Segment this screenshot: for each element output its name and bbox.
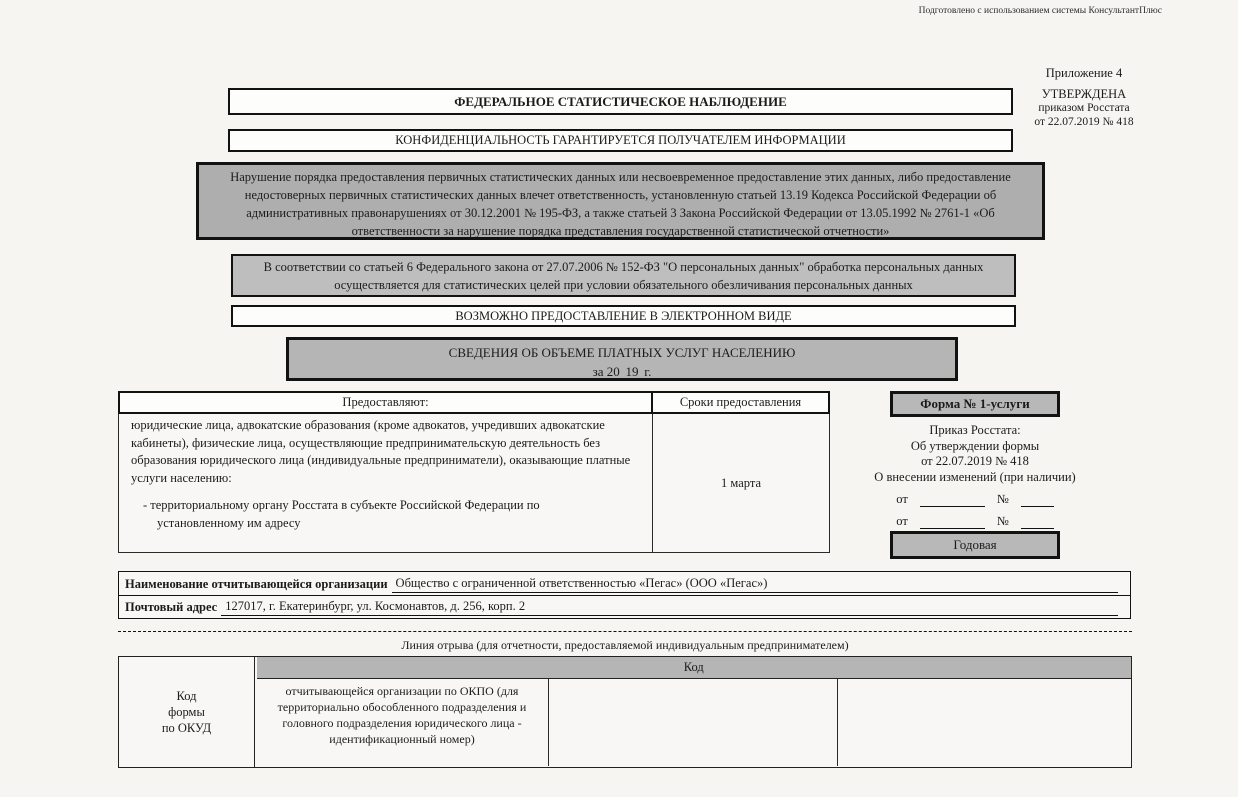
- year-value-field[interactable]: 19: [623, 365, 641, 379]
- postal-address-row: [119, 595, 1130, 618]
- form-number-box: Форма № 1-услуги: [890, 391, 1060, 417]
- violation-notice: Нарушение порядка предоставления первичных статистических данных или несвоевременное предоставление этих данных, либо предоставление недостоверных первичных статистических данных влечет ответственность, установленную статьей 13.19 Кодекса Российской Федерации об административных правонарушениях от 30.12.2001 № 195-ФЗ, а также статьей 3 Закона Российской Федерации от 13.05.1992 № 2761-1 «Об ответственности за нарушение порядка представления государственной статистической отчетности»: [196, 162, 1045, 240]
- postal-address-label: Почтовый адрес: [125, 600, 218, 614]
- form-title-box: [286, 337, 958, 381]
- appendix-block: [1005, 66, 1163, 129]
- amendment-row-1: [858, 492, 1092, 507]
- providers-column-header: Предоставляют:: [120, 393, 653, 412]
- year-prefix: за 20: [592, 364, 620, 379]
- appendix-order-date: от 22.07.2019 № 418: [1034, 116, 1134, 128]
- ot-label: от: [896, 513, 908, 528]
- appendix-order-by: приказом Росстата: [1038, 102, 1130, 114]
- amendment-row-2: [858, 514, 1092, 529]
- order-title: Приказ Росстата:: [929, 423, 1021, 437]
- providers-table: [118, 391, 830, 553]
- okud-form-code-header: Код формы по ОКУД: [119, 657, 255, 767]
- amendment-date-field-2[interactable]: [920, 516, 985, 529]
- providers-table-body: [118, 414, 830, 553]
- tear-off-label: Линия отрыва (для отчетности, предоставляемой индивидуальным предпринимателем): [401, 638, 849, 652]
- recipient-bullet: - территориальному органу Росстата в субъекте Российской Федерации по установленному им адресу: [143, 498, 540, 530]
- amendment-date-field-1[interactable]: [920, 494, 985, 507]
- postal-address-field[interactable]: 127017, г. Екатеринбург, ул. Космонавтов, д. 256, корп. 2: [221, 598, 1118, 616]
- tear-off-dashed-line: [118, 631, 1132, 632]
- organization-box: [118, 571, 1131, 619]
- consultantplus-note: Подготовлено с использованием системы КонсультантПлюс: [918, 6, 1162, 16]
- electronic-submission-banner: ВОЗМОЖНО ПРЕДОСТАВЛЕНИЕ В ЭЛЕКТРОННОМ ВИДЕ: [231, 305, 1016, 327]
- organization-name-label: Наименование отчитывающейся организации: [125, 577, 388, 591]
- federal-observation-title: ФЕДЕРАЛЬНОЕ СТАТИСТИЧЕСКОЕ НАБЛЮДЕНИЕ: [228, 88, 1013, 115]
- organization-name-field[interactable]: Общество с ограниченной ответственностью «Пегас» (ООО «Пегас»): [392, 575, 1118, 593]
- confidentiality-banner: КОНФИДЕНЦИАЛЬНОСТЬ ГАРАНТИРУЕТСЯ ПОЛУЧАТЕЛЕМ ИНФОРМАЦИИ: [228, 129, 1013, 152]
- code-table-cells: [257, 679, 1132, 766]
- providers-table-header: [118, 391, 830, 414]
- deadline-column-header: Сроки предоставления: [679, 395, 802, 409]
- order-amendments: О внесении изменений (при наличии): [874, 469, 1076, 484]
- periodicity-box: Годовая: [890, 531, 1060, 559]
- appendix-approved: УТВЕРЖДЕНА: [1041, 87, 1127, 101]
- code-table-right: [257, 657, 1132, 767]
- ot-label: от: [896, 491, 908, 506]
- no-label: №: [996, 491, 1009, 506]
- personal-data-notice: В соответствии со статьей 6 Федерального закона от 27.07.2006 № 152-ФЗ "О персональных данных" обработка персональных данных осуществляется для статистических целей при условии обязательного обезличивания персональных данных: [231, 254, 1016, 297]
- okpo-description-cell: отчитывающейся организации по ОКПО (для территориально обособленного подразделения и головного подразделения юридического лица - идентификационный номер): [257, 679, 549, 766]
- no-label: №: [996, 513, 1009, 528]
- code-table: [118, 656, 1132, 768]
- providers-cell: [119, 414, 653, 552]
- order-date: от 22.07.2019 № 418: [921, 454, 1029, 468]
- report-year-line: [289, 363, 955, 381]
- form-title-line: СВЕДЕНИЯ ОБ ОБЪЕМЕ ПЛАТНЫХ УСЛУГ НАСЕЛЕНИЮ: [448, 345, 796, 360]
- order-approval: Об утверждении формы: [910, 438, 1040, 453]
- year-suffix: г.: [644, 364, 652, 379]
- organization-name-row: [119, 572, 1130, 595]
- okpo-code-cell[interactable]: [549, 679, 838, 766]
- extra-code-cell[interactable]: [838, 679, 1132, 766]
- amendment-number-field-2[interactable]: [1021, 516, 1054, 529]
- rosstat-order-block: [858, 423, 1092, 529]
- amendment-number-field-1[interactable]: [1021, 494, 1054, 507]
- kod-header: Код: [257, 657, 1132, 679]
- appendix-number: Приложение 4: [1045, 66, 1123, 80]
- deadline-cell: 1 марта: [721, 475, 761, 490]
- providers-text: юридические лица, адвокатские образования (кроме адвокатов, учредивших адвокатские кабинеты), физические лица, осуществляющие предпринимательскую деятельность без образования юридического лица (индивидуальные предприниматели), оказывающие платные услуги населению:: [131, 418, 631, 485]
